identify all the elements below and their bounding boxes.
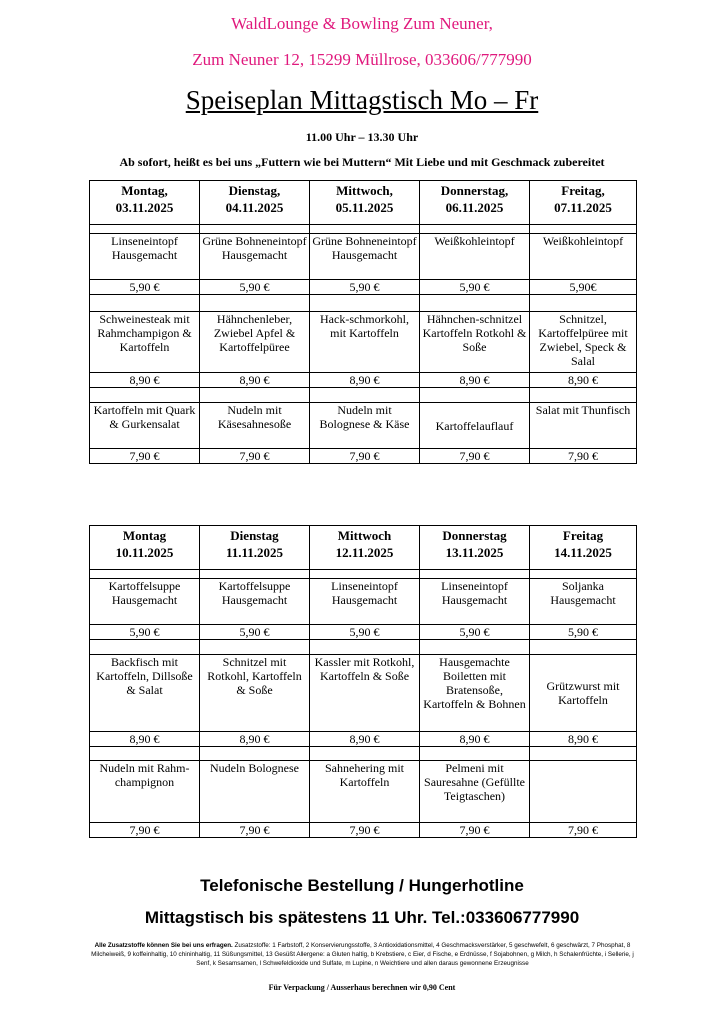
dish-cell: Linseneintopf Hausgemacht bbox=[310, 579, 420, 625]
dish-row bbox=[90, 403, 637, 449]
price-cell: 5,90 € bbox=[420, 625, 530, 640]
dish-cell: Soljanka Hausgemacht bbox=[530, 579, 637, 625]
dish-cell: Kartoffelauflauf bbox=[420, 403, 530, 449]
price-cell: 8,90 € bbox=[90, 373, 200, 388]
spacer-row bbox=[90, 747, 637, 761]
dish-cell: Nudeln Bolognese bbox=[200, 761, 310, 823]
dish-cell: Kassler mit Rotkohl, Kartoffeln & Soße bbox=[310, 655, 420, 732]
dish-cell: Grützwurst mit Kartoffeln bbox=[530, 655, 637, 732]
dish-cell: Pelmeni mit Sauresahne (Gefüllte Teigtaschen) bbox=[420, 761, 530, 823]
dish-cell: Schnitzel, Kartoffelpüree mit Zwiebel, Speck & Salal bbox=[530, 312, 637, 373]
dish-cell: Hack-schmorkohl, mit Kartoffeln bbox=[310, 312, 420, 373]
additives-lead: Alle Zusatzstoffe können Sie bei uns erfragen. bbox=[94, 942, 233, 949]
price-cell: 5,90 € bbox=[310, 280, 420, 295]
dish-cell: Hausgemachte Boiletten mit Bratensoße, Kartoffeln & Bohnen bbox=[420, 655, 530, 732]
price-cell: 5,90 € bbox=[90, 625, 200, 640]
price-row bbox=[90, 732, 637, 747]
price-cell: 7,90 € bbox=[90, 823, 200, 838]
additives-list: Zusatzstoffe: 1 Farbstoff, 2 Konservierungsstoffe, 3 Antioxidationsmittel, 4 Geschmacksverstärker, 5 geschwefelt, 6 geschwärzt, 7 Phosphat, 8 Milcheiweiß, 9 koffeinhaltig, 10 chininhaltig, 11 Süßungsmittel, 13 Gesüßt Allergene: a Gluten haltig, b Krebstiere, c Eier, d Fische, e Erdnüsse, f Sojabohnen, g Milch, h Schalenfrüchte, i Sellerie, j Senf, k Sesamsamen, l Schwefeldioxide und Sulfate, m Lupine, n Weichtiere und allen daraus gewonnene Erzeugnisse bbox=[91, 942, 634, 967]
price-cell: 5,90 € bbox=[310, 625, 420, 640]
price-cell: 8,90 € bbox=[530, 373, 637, 388]
spacer-row bbox=[90, 388, 637, 403]
restaurant-address: Zum Neuner 12, 15299 Müllrose, 033606/777990 bbox=[192, 50, 532, 69]
day-header: Freitag, 07.11.2025 bbox=[530, 181, 637, 225]
dish-row bbox=[90, 312, 637, 373]
dish-cell: Sahnehering mit Kartoffeln bbox=[310, 761, 420, 823]
price-cell: 7,90 € bbox=[90, 449, 200, 464]
price-cell: 7,90 € bbox=[530, 449, 637, 464]
slogan: Ab sofort, heißt es bei uns „Futtern wie bei Muttern“ Mit Liebe und mit Geschmack zubereitet bbox=[119, 155, 605, 169]
day-header: Freitag 14.11.2025 bbox=[530, 526, 637, 570]
price-cell: 7,90 € bbox=[200, 449, 310, 464]
day-header: Donnerstag 13.11.2025 bbox=[420, 526, 530, 570]
dish-cell: Hähnchenleber, Zwiebel Apfel & Kartoffelpüree bbox=[200, 312, 310, 373]
day-header: Montag 10.11.2025 bbox=[90, 526, 200, 570]
dish-cell: Backfisch mit Kartoffeln, Dillsoße & Salat bbox=[90, 655, 200, 732]
price-cell: 8,90 € bbox=[420, 732, 530, 747]
day-header: Montag, 03.11.2025 bbox=[90, 181, 200, 225]
dish-cell: Weißkohleintopf bbox=[530, 234, 637, 280]
dish-row bbox=[90, 234, 637, 280]
menu-table-week-2 bbox=[89, 525, 637, 838]
price-cell: 7,90 € bbox=[420, 449, 530, 464]
order-deadline-phone: Mittagstisch bis spätestens 11 Uhr. Tel.:033606777990 bbox=[144, 908, 580, 927]
price-cell: 7,90 € bbox=[420, 823, 530, 838]
dish-cell: Kartoffelsuppe Hausgemacht bbox=[90, 579, 200, 625]
dish-row bbox=[90, 655, 637, 732]
dish-cell: Linseneintopf Hausgemacht bbox=[90, 234, 200, 280]
dish-cell: Linseneintopf Hausgemacht bbox=[420, 579, 530, 625]
price-cell: 8,90 € bbox=[310, 373, 420, 388]
dish-cell: Grüne Bohneneintopf Hausgemacht bbox=[310, 234, 420, 280]
day-header: Mittwoch 12.11.2025 bbox=[310, 526, 420, 570]
price-row bbox=[90, 625, 637, 640]
price-row bbox=[90, 823, 637, 838]
price-cell: 8,90 € bbox=[90, 732, 200, 747]
header-row bbox=[90, 526, 637, 570]
day-header: Donnerstag, 06.11.2025 bbox=[420, 181, 530, 225]
price-cell: 8,90 € bbox=[310, 732, 420, 747]
dish-cell bbox=[530, 761, 637, 823]
packaging-fee-note: Für Verpackung / Ausserhaus berechnen wir 0,90 Cent bbox=[268, 983, 456, 992]
price-cell: 5,90 € bbox=[90, 280, 200, 295]
page-title: Speiseplan Mittagstisch Mo – Fr bbox=[185, 85, 539, 115]
additives-note bbox=[90, 941, 635, 968]
order-hotline-title: Telefonische Bestellung / Hungerhotline bbox=[200, 876, 524, 895]
dish-cell: Nudeln mit Rahm-champignon bbox=[90, 761, 200, 823]
price-row bbox=[90, 449, 637, 464]
dish-cell: Salat mit Thunfisch bbox=[530, 403, 637, 449]
dish-cell: Hähnchen-schnitzel Kartoffeln Rotkohl & Soße bbox=[420, 312, 530, 373]
price-cell: 8,90 € bbox=[200, 373, 310, 388]
dish-cell: Schweinesteak mit Rahmchampigon & Kartoffeln bbox=[90, 312, 200, 373]
dish-cell: Nudeln mit Bolognese & Käse bbox=[310, 403, 420, 449]
restaurant-name: WaldLounge & Bowling Zum Neuner, bbox=[231, 14, 493, 33]
price-cell: 5,90 € bbox=[200, 280, 310, 295]
dish-cell: Weißkohleintopf bbox=[420, 234, 530, 280]
price-cell: 8,90 € bbox=[420, 373, 530, 388]
spacer-row bbox=[90, 640, 637, 655]
price-row bbox=[90, 373, 637, 388]
spacer-row bbox=[90, 225, 637, 234]
price-cell: 7,90 € bbox=[310, 823, 420, 838]
day-header: Mittwoch, 05.11.2025 bbox=[310, 181, 420, 225]
dish-row bbox=[90, 761, 637, 823]
price-cell: 7,90 € bbox=[310, 449, 420, 464]
price-row bbox=[90, 280, 637, 295]
price-cell: 8,90 € bbox=[530, 732, 637, 747]
spacer-row bbox=[90, 295, 637, 312]
dish-cell: Grüne Bohneneintopf Hausgemacht bbox=[200, 234, 310, 280]
price-cell: 5,90 € bbox=[200, 625, 310, 640]
dish-row bbox=[90, 579, 637, 625]
price-cell: 5,90 € bbox=[420, 280, 530, 295]
menu-table-week-1 bbox=[89, 180, 637, 464]
day-header: Dienstag, 04.11.2025 bbox=[200, 181, 310, 225]
dish-cell: Kartoffeln mit Quark & Gurkensalat bbox=[90, 403, 200, 449]
dish-cell: Kartoffelsuppe Hausgemacht bbox=[200, 579, 310, 625]
header-row bbox=[90, 181, 637, 225]
opening-hours: 11.00 Uhr – 13.30 Uhr bbox=[305, 130, 419, 144]
price-cell: 8,90 € bbox=[200, 732, 310, 747]
price-cell: 7,90 € bbox=[530, 823, 637, 838]
dish-cell: Schnitzel mit Rotkohl, Kartoffeln & Soße bbox=[200, 655, 310, 732]
spacer-row bbox=[90, 570, 637, 579]
price-cell: 5,90€ bbox=[530, 280, 637, 295]
dish-cell: Nudeln mit Käsesahnesoße bbox=[200, 403, 310, 449]
price-cell: 5,90 € bbox=[530, 625, 637, 640]
price-cell: 7,90 € bbox=[200, 823, 310, 838]
day-header: Dienstag 11.11.2025 bbox=[200, 526, 310, 570]
